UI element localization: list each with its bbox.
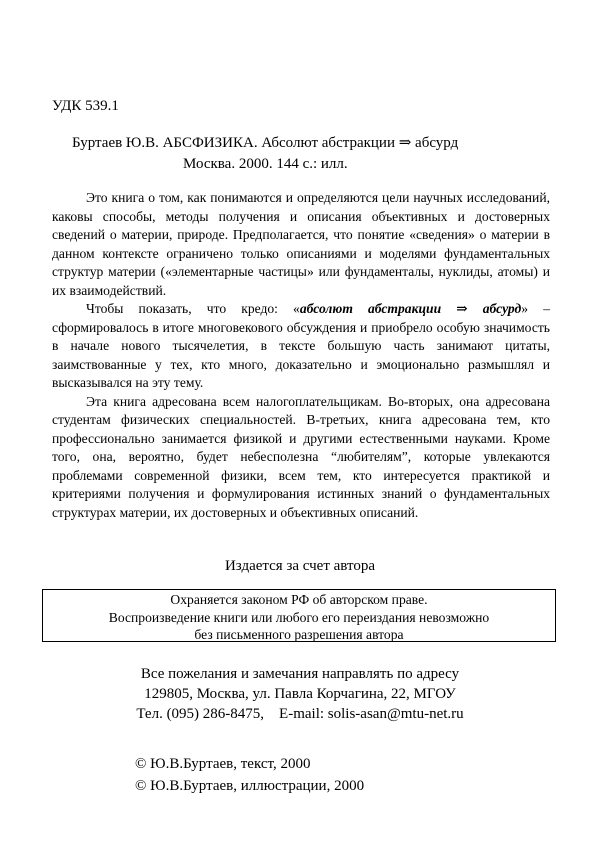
udk-code: УДК 539.1 xyxy=(52,98,119,114)
copyright-text: © Ю.В.Буртаев, текст, 2000 xyxy=(135,756,311,772)
contact-address: 129805, Москва, ул. Павла Корчагина, 22, МГОУ xyxy=(144,686,456,702)
copyright-notice-box xyxy=(42,589,556,642)
copyright-notice-line-1: Охраняется законом РФ об авторском праве. xyxy=(170,592,428,607)
abstract-paragraph-2 xyxy=(52,300,550,393)
abstract-p2-lead: Чтобы показать, что кредо: « xyxy=(86,301,300,316)
contact-line-1: Все пожелания и замечания направлять по адресу xyxy=(140,666,460,682)
abstract-paragraph-1: Это книга о том, как понимаются и определяются цели научных исследований, каковы способы, методы получения и описания объективных и достоверных сведений о материи, природе. Предполагается, что понятие «сведения» о материи в данном контексте ограничено только описаниями и моделями фундаментальных структур материи («элементарные частицы» или фундаменталы, нуклиды, атомы) и их взаимодействий. xyxy=(52,190,550,298)
contact-info xyxy=(0,664,600,724)
contact-phone-email: Тел. (095) 286-8475, E-mail: solis-asan@mtu-net.ru xyxy=(136,706,464,722)
bibliographic-reference-title: Буртаев Ю.В. АБСФИЗИКА. Абсолют абстракции ⇒ абсурд xyxy=(72,135,459,151)
copyright-notice-line-2: Воспроизведение книги или любого его переиздания невозможно xyxy=(108,609,490,625)
bibliographic-reference-imprint: Москва. 2000. 144 с.: илл. xyxy=(183,156,348,172)
abstract-p2-rest: » – сформировалось в итоге многовекового обсуждения и приобрело особую значимость в начале нового тысячелетия, в тексте большую часть занимают цитаты, заимствованные у тех, кто много, доказательно и эмоционально размышлял и высказывался на эту тему. xyxy=(52,301,550,390)
credo-emphasis: абсолют абстракции ⇒ абсурд xyxy=(299,301,522,316)
publisher-note: Издается за счет автора xyxy=(224,558,376,574)
abstract xyxy=(52,189,550,522)
copyright-illustrations: © Ю.В.Буртаев, иллюстрации, 2000 xyxy=(135,778,365,794)
copyright-notice-line-3: без письменного разрешения автора xyxy=(194,627,404,642)
abstract-paragraph-3: Эта книга адресована всем налогоплательщикам. Во-вторых, она адресована студентам физических специальностей. В-третьих, книга адресована тем, кто профессионально занимается физикой и другими естественными науками. Кроме того, она, вероятно, будет небесполезна “любителям”, которые увлекаются проблемами современной физики, всем тем, кто интересуется практикой и критериями получения и формулирования истинных знаний о фундаментальных структурах материи, их достоверных и объективных описаний. xyxy=(52,393,550,520)
